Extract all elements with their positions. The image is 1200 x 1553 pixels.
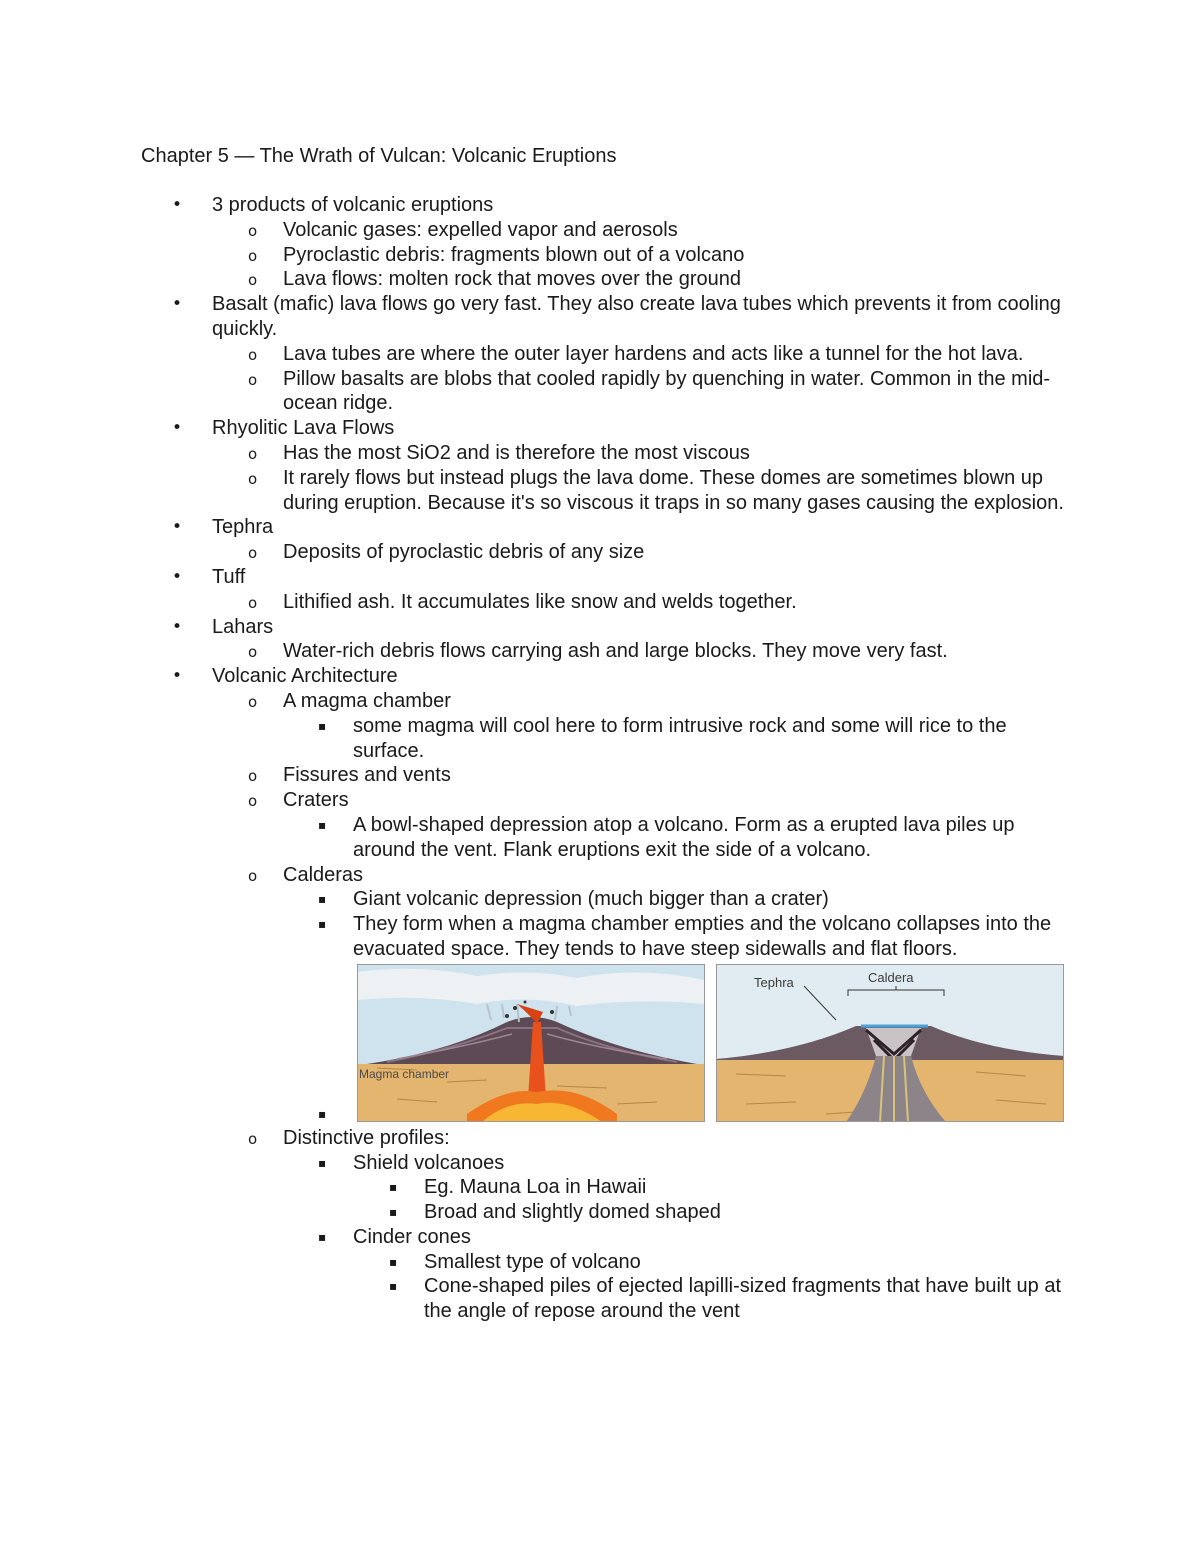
- list-item-level-1: [0, 664, 1200, 689]
- list-item-level-2: [0, 218, 1200, 243]
- list-item-level-2: [0, 342, 1200, 367]
- list-item-text: Volcanic gases: expelled vapor and aerosols: [283, 218, 678, 241]
- list-item-text: Lava flows: molten rock that moves over the ground: [283, 268, 742, 291]
- list-item-text: Lahars: [212, 615, 274, 638]
- list-item-level-2: [0, 689, 1200, 714]
- list-item-text: It rarely flows but instead plugs the lava dome. These domes are sometimes blown up during eruption. Because it's so viscous it traps in so many gases causing the explosion.: [283, 466, 1064, 514]
- list-item-text: Craters: [283, 789, 349, 812]
- list-item-text: Deposits of pyroclastic debris of any size: [283, 541, 645, 564]
- list-item-level-3: [0, 813, 1200, 863]
- circle-bullet: o: [248, 246, 258, 265]
- list-item-level-2: [0, 1126, 1200, 1151]
- square-bullet: ▪: [389, 1205, 398, 1220]
- square-bullet: ▪: [318, 718, 327, 733]
- bullet-bullet: •: [172, 566, 183, 587]
- list-item-level-4: [0, 1274, 1200, 1324]
- circle-bullet: o: [248, 767, 258, 786]
- square-bullet: ▪: [318, 1155, 327, 1170]
- list-item-text: They form when a magma chamber empties and the volcano collapses into the evacuated space. They tends to have steep sidewalls and flat floors.: [353, 913, 1052, 960]
- list-item-level-1: [0, 193, 1200, 218]
- circle-bullet: o: [248, 692, 258, 711]
- circle-bullet: o: [248, 643, 258, 662]
- list-item-text: Eg. Mauna Loa in Hawaii: [424, 1176, 647, 1199]
- list-item-level-1: [0, 565, 1200, 590]
- list-item-text: A magma chamber: [283, 689, 451, 712]
- circle-bullet: o: [248, 271, 258, 290]
- circle-bullet: o: [248, 1129, 258, 1148]
- square-bullet: ▪: [318, 892, 327, 907]
- bullet-bullet: •: [172, 418, 183, 439]
- list-item-text: Pyroclastic debris: fragments blown out of a volcano: [283, 243, 745, 266]
- list-item-text: Lithified ash. It accumulates like snow and welds together.: [283, 590, 797, 613]
- circle-bullet: o: [248, 444, 258, 463]
- list-item-level-4: [0, 1200, 1200, 1225]
- list-item-text: Rhyolitic Lava Flows: [212, 417, 395, 440]
- square-bullet: ▪: [389, 1254, 398, 1269]
- list-item-text: Tephra: [212, 516, 274, 539]
- list-item-text: Shield volcanoes: [353, 1151, 505, 1174]
- list-item-text: A bowl-shaped depression atop a volcano. Form as a erupted lava piles up around the vent. Flank eruptions exit the side of a volcano.: [353, 813, 1015, 861]
- bullet-bullet: •: [172, 195, 183, 215]
- circle-bullet: o: [248, 469, 258, 488]
- list-item-level-2: [0, 267, 1200, 292]
- square-bullet: ▪: [318, 1229, 327, 1244]
- list-item-text: Has the most SiO2 and is therefore the most viscous: [283, 441, 750, 464]
- eruption-diagram: [357, 964, 705, 1122]
- list-item-level-2: [0, 788, 1200, 813]
- list-item-text: Cinder cones: [353, 1225, 471, 1248]
- list-item-level-1: [0, 416, 1200, 441]
- list-item-text: Water-rich debris flows carrying ash and large blocks. They move very fast.: [283, 640, 948, 663]
- list-item-text: Smallest type of volcano: [424, 1250, 641, 1273]
- list-item-text: Cone-shaped piles of ejected lapilli-sized fragments that have built up at the angle of repose around the vent: [424, 1275, 1062, 1323]
- square-bullet: ▪: [318, 817, 327, 832]
- bullet-bullet: •: [172, 294, 183, 315]
- magma-chamber-label: Magma chamber: [359, 1066, 450, 1081]
- list-item-level-1: [0, 292, 1200, 342]
- circle-bullet: o: [248, 221, 258, 240]
- tephra-label: Tephra: [754, 974, 794, 990]
- bullet-bullet: •: [172, 517, 183, 538]
- list-item-text: Tuff: [212, 565, 246, 588]
- caldera-label: Caldera: [868, 969, 914, 985]
- list-item-level-2: [0, 540, 1200, 565]
- list-item-level-2: [0, 863, 1200, 888]
- circle-bullet: o: [248, 544, 258, 563]
- list-item-level-4: [0, 1175, 1200, 1200]
- square-bullet: ▪: [389, 1279, 398, 1294]
- list-item-level-2: [0, 441, 1200, 466]
- list-item-level-2: [0, 639, 1200, 664]
- list-item-level-3: [0, 714, 1200, 764]
- list-item-level-1: [0, 615, 1200, 640]
- list-item-level-4: [0, 1250, 1200, 1275]
- list-item-text: Fissures and vents: [283, 764, 451, 787]
- list-item-level-3: [0, 912, 1200, 962]
- list-item-level-2: [0, 466, 1200, 516]
- notes-body: [0, 193, 1200, 1324]
- list-item-level-3: [0, 1225, 1200, 1250]
- list-item-text: Volcanic Architecture: [212, 665, 398, 688]
- list-item-level-3: [0, 887, 1200, 912]
- list-item-level-2: [0, 763, 1200, 788]
- list-item-text: Pillow basalts are blobs that cooled rapidly by quenching in water. Common in the mid-ocean ridge.: [283, 367, 1051, 415]
- page-title: Chapter 5 — The Wrath of Vulcan: Volcanic Eruptions: [141, 145, 617, 167]
- circle-bullet: o: [248, 866, 258, 885]
- circle-bullet: o: [248, 792, 258, 811]
- circle-bullet: o: [248, 345, 258, 364]
- figure-row: [0, 962, 1200, 1126]
- caldera-diagram: [716, 964, 1064, 1122]
- list-item-text: Distinctive profiles:: [283, 1126, 450, 1149]
- circle-bullet: o: [248, 370, 258, 389]
- list-item-text: Basalt (mafic) lava flows go very fast. They also create lava tubes which prevents it from cooling quickly.: [212, 293, 1061, 340]
- list-item-text: Lava tubes are where the outer layer hardens and acts like a tunnel for the hot lava.: [283, 342, 1024, 365]
- bullet-bullet: •: [172, 666, 183, 687]
- list-item-level-2: [0, 243, 1200, 268]
- list-item-level-2: [0, 590, 1200, 615]
- bullet-bullet: •: [172, 616, 183, 637]
- list-item-text: 3 products of volcanic eruptions: [212, 194, 494, 216]
- list-item-level-2: [0, 367, 1200, 417]
- list-item-text: Giant volcanic depression (much bigger than a crater): [353, 888, 829, 911]
- list-item-text: Broad and slightly domed shaped: [424, 1201, 721, 1224]
- list-item-level-1: [0, 515, 1200, 540]
- square-bullet: ▪: [318, 1106, 327, 1121]
- list-item-text: Calderas: [283, 863, 364, 886]
- square-bullet: ▪: [389, 1180, 398, 1195]
- list-item-text: some magma will cool here to form intrusive rock and some will rice to the surface.: [353, 714, 1007, 762]
- square-bullet: ▪: [318, 917, 327, 932]
- list-item-level-3: [0, 1151, 1200, 1176]
- circle-bullet: o: [248, 593, 258, 612]
